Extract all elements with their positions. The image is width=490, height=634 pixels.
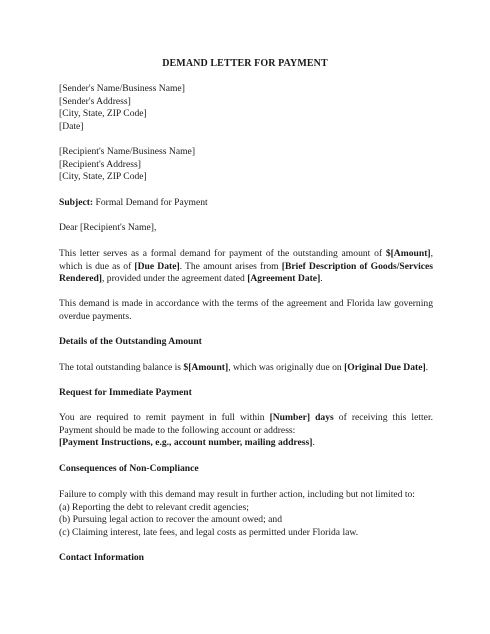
subject-text: Formal Demand for Payment bbox=[93, 197, 208, 208]
paragraph-demand: This letter serves as a formal demand for payment of the outstanding amount of $[Amount], which is due as of [Due Date]. The amount arises from [Brief Description of Goods/Services Rendered], provided under the agreement dated [Agreement Date]. bbox=[59, 248, 433, 285]
recipient-block bbox=[59, 146, 433, 184]
consequences-list bbox=[59, 489, 433, 539]
document-title: DEMAND LETTER FOR PAYMENT bbox=[162, 58, 328, 69]
salutation: Dear [Recipient's Name], bbox=[59, 222, 157, 233]
paragraph-legal-basis: This demand is made in accordance with the terms of the agreement and Florida law governing overdue payments. bbox=[59, 298, 433, 322]
heading-contact: Contact Information bbox=[59, 552, 145, 563]
subject-line bbox=[59, 197, 433, 210]
paragraph-balance: The total outstanding balance is $[Amount], which was originally due on [Original Due Date]. bbox=[59, 362, 429, 373]
subject-label: Subject: bbox=[59, 197, 94, 208]
heading-consequences: Consequences of Non-Compliance bbox=[59, 463, 199, 474]
recipient-address: [Recipient's Address] bbox=[59, 158, 141, 170]
consequences-intro: Failure to comply with this demand may result in further action, including but not limited to: bbox=[59, 489, 415, 500]
sender-block bbox=[59, 83, 433, 133]
sender-date: [Date] bbox=[59, 120, 84, 132]
list-item: (b) Pursuing legal action to recover the amount owed; and bbox=[59, 514, 282, 526]
recipient-name: [Recipient's Name/Business Name] bbox=[59, 146, 196, 157]
sender-name: [Sender's Name/Business Name] bbox=[59, 83, 185, 94]
sender-address: [Sender's Address] bbox=[59, 95, 131, 107]
list-item: (a) Reporting the debt to relevant credit agencies; bbox=[59, 501, 249, 513]
heading-request: Request for Immediate Payment bbox=[59, 387, 192, 398]
heading-details: Details of the Outstanding Amount bbox=[59, 336, 202, 347]
sender-city: [City, State, ZIP Code] bbox=[59, 108, 147, 120]
paragraph-request: You are required to remit payment in full within [Number] days of receiving this letter. Payment should be made to the following account or address: [Payment Instructions, e.g., account number, mailing address]. bbox=[59, 412, 434, 449]
recipient-city: [City, State, ZIP Code] bbox=[59, 171, 147, 183]
list-item: (c) Claiming interest, late fees, and legal costs as permitted under Florida law. bbox=[59, 526, 359, 538]
